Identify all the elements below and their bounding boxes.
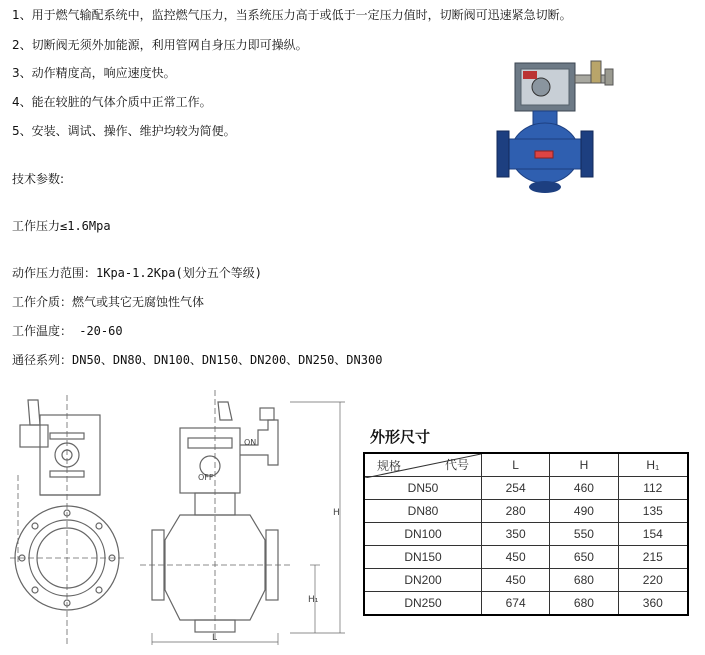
cell-h: 550 [550,523,618,546]
front-view-drawing [10,395,125,645]
table-row [364,523,688,546]
header-h: H [550,453,618,477]
cell-h: 460 [550,477,618,500]
feature-2: 2、切断阀无须外加能源，利用管网自身压力即可操纵。 [12,38,308,52]
table-row [364,546,688,569]
feature-5: 5、安装、调试、操作、维护均较为简便。 [12,124,236,138]
header-l: L [482,453,550,477]
cell-size: DN250 [364,592,482,616]
cell-h1: 135 [618,500,688,523]
tech-title: 技术参数: [12,172,65,186]
table-row [364,500,688,523]
cell-size: DN200 [364,569,482,592]
cell-h1: 215 [618,546,688,569]
param-working-pressure: 工作压力≤1.6Mpa [12,219,111,233]
feature-1: 1、用于燃气输配系统中，监控燃气压力，当系统压力高于或低于一定压力值时，切断阀可迅速紧急切断。 [12,8,572,22]
cell-h1: 112 [618,477,688,500]
dim-h1-label: H₁ [308,595,319,605]
dim-l-label: L [212,633,218,643]
valve-photo [495,55,630,210]
cell-h: 650 [550,546,618,569]
table-title: 外形尺寸 [370,428,431,446]
cell-h1: 154 [618,523,688,546]
cell-h1: 360 [618,592,688,616]
cell-l: 254 [482,477,550,500]
cell-h: 490 [550,500,618,523]
dim-h-label: H [333,508,340,518]
cell-l: 280 [482,500,550,523]
cell-l: 450 [482,546,550,569]
side-view-drawing [140,390,360,650]
table-header-row [364,453,688,477]
cell-size: DN150 [364,546,482,569]
off-label: OFF [198,473,214,482]
on-label: ON [244,438,257,447]
header-h1: H₁ [618,453,688,477]
cell-l: 674 [482,592,550,616]
param-temperature: 工作温度： -20-60 [12,324,123,338]
param-sizes: 通径系列：DN50、DN80、DN100、DN150、DN200、DN250、DN300 [12,353,383,367]
cell-h: 680 [550,592,618,616]
cell-h: 680 [550,569,618,592]
table-row [364,477,688,500]
cell-size: DN100 [364,523,482,546]
cell-h1: 220 [618,569,688,592]
table-row [364,569,688,592]
corner-bottom-label: 规格 [377,459,402,473]
corner-header [364,453,482,477]
feature-3: 3、动作精度高，响应速度快。 [12,66,176,80]
cell-size: DN50 [364,477,482,500]
param-action-pressure: 动作压力范围：1Kpa-1.2Kpa(划分五个等级) [12,266,262,280]
dimension-table [363,452,689,616]
cell-l: 450 [482,569,550,592]
feature-4: 4、能在较脏的气体介质中正常工作。 [12,95,212,109]
param-medium: 工作介质：燃气或其它无腐蚀性气体 [12,295,205,309]
corner-top-label: 代号 [444,458,469,472]
cell-l: 350 [482,523,550,546]
table-row [364,592,688,616]
cell-size: DN80 [364,500,482,523]
